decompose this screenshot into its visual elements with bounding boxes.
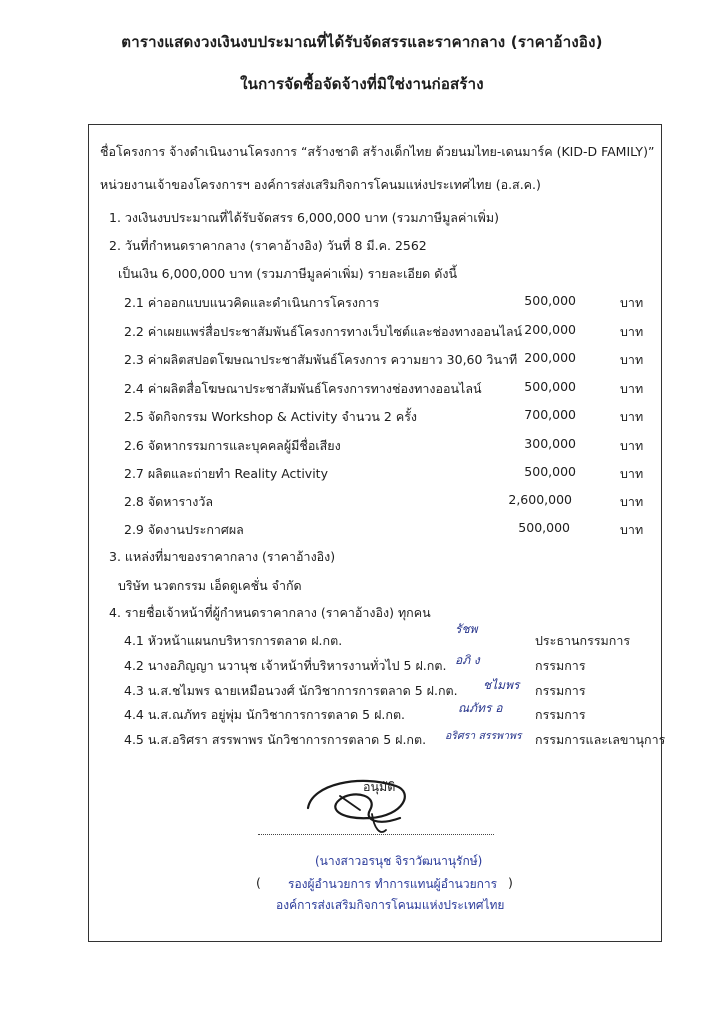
cost-row-amount: 500,000 xyxy=(524,293,576,308)
member-signature: ณภัทร อ xyxy=(458,701,503,715)
document-title: ตารางแสดงวงเงินงบประมาณที่ได้รับจัดสรรและราคากลาง (ราคาอ้างอิง) xyxy=(121,33,603,51)
committee-heading: 4. รายชื่อเจ้าหน้าที่ผู้กำหนดราคากลาง (ราคาอ้างอิง) ทุกคน xyxy=(109,605,431,620)
budget-item: 1. วงเงินงบประมาณที่ได้รับจัดสรร 6,000,000 บาท (รวมภาษีมูลค่าเพิ่ม) xyxy=(109,210,499,225)
member-name: 4.4 น.ส.ณภัทร อยู่พุ่ม นักวิชาการการตลาด 5 ฝ.กต. xyxy=(124,707,406,722)
member-name: 4.5 น.ส.อริศรา สรรพาพร นักวิชาการการตลาด 5 ฝ.กต. xyxy=(124,732,427,747)
price-source-company: บริษัท นวตกรรม เอ็ดดูเคชั่น จำกัด xyxy=(118,578,302,593)
member-name: 4.2 นางอภิญญา นวานุช เจ้าหน้าที่บริหารงานทั่วไป 5 ฝ.กต. xyxy=(124,658,447,673)
member-role: กรรมการ xyxy=(535,683,586,698)
cost-row-unit: บาท xyxy=(620,381,644,396)
price-source-heading: 3. แหล่งที่มาของราคากลาง (ราคาอ้างอิง) xyxy=(109,549,336,564)
cost-row-unit: บาท xyxy=(620,438,644,453)
approval-label: อนุมัติ xyxy=(363,779,396,794)
member-name: 4.3 น.ส.ชไมพร ฉายเหมือนวงศ์ นักวิชาการการตลาด 5 ฝ.กต. xyxy=(124,683,458,698)
member-role: ประธานกรรมการ xyxy=(535,633,631,648)
cost-row-amount: 500,000 xyxy=(518,520,570,535)
cost-row-amount: 2,600,000 xyxy=(508,492,572,507)
cost-row-unit: บาท xyxy=(620,466,644,481)
member-role: กรรมการและเลขานุการ xyxy=(535,732,666,747)
cost-row-label: 2.5 จัดกิจกรรม Workshop & Activity จำนวน 2 ครั้ง xyxy=(124,409,418,424)
member-signature: อริศรา สรรพาพร xyxy=(445,730,522,742)
approver-name: (นางสาวอรนุช จิราวัฒนานุรักษ์) xyxy=(315,854,483,868)
cost-row-label: 2.9 จัดงานประกาศผล xyxy=(124,522,244,537)
cost-row-label: 2.6 จัดหากรรมการและบุคคลผู้มีชื่อเสียง xyxy=(124,438,341,453)
cost-row-label: 2.7 ผลิตและถ่ายทำ Reality Activity xyxy=(124,466,328,481)
cost-row-amount: 200,000 xyxy=(524,322,576,337)
cost-row-unit: บาท xyxy=(620,522,644,537)
approver-signature-icon xyxy=(300,770,420,842)
cost-row-unit: บาท xyxy=(620,352,644,367)
member-signature: รัชพ xyxy=(455,622,478,636)
paren-open: ( xyxy=(256,875,261,890)
approver-position: รองผู้อำนวยการ ทำการแทนผู้อำนวยการ xyxy=(288,877,498,891)
cost-row-amount: 500,000 xyxy=(524,379,576,394)
approver-organization: องค์การส่งเสริมกิจการโคนมแห่งประเทศไทย xyxy=(276,898,505,912)
cost-row-amount: 700,000 xyxy=(524,407,576,422)
cost-row-label: 2.1 ค่าออกแบบแนวคิดและดำเนินการโครงการ xyxy=(124,295,380,310)
reference-date-heading: 2. วันที่กำหนดราคากลาง (ราคาอ้างอิง) วันที่ 8 มี.ค. 2562 xyxy=(109,238,427,253)
cost-row-unit: บาท xyxy=(620,409,644,424)
member-role: กรรมการ xyxy=(535,707,586,722)
member-signature: ชไมพร xyxy=(483,678,520,692)
document-subtitle: ในการจัดซื้อจัดจ้างที่มิใช่งานก่อสร้าง xyxy=(240,75,484,93)
cost-row-amount: 200,000 xyxy=(524,350,576,365)
project-name: ชื่อโครงการ จ้างดำเนินงานโครงการ “สร้างชาติ สร้างเด็กไทย ด้วยนมไทย-เดนมาร์ค (KID-D FAMILY)” xyxy=(100,144,655,159)
cost-row-unit: บาท xyxy=(620,494,644,509)
signature-line xyxy=(258,834,494,835)
member-role: กรรมการ xyxy=(535,658,586,673)
cost-row-label: 2.4 ค่าผลิตสื่อโฆษณาประชาสัมพันธ์โครงการทางช่องทางออนไลน์ xyxy=(124,381,482,396)
cost-row-amount: 500,000 xyxy=(524,464,576,479)
cost-row-unit: บาท xyxy=(620,295,644,310)
project-owner: หน่วยงานเจ้าของโครงการฯ องค์การส่งเสริมกิจการโคนมแห่งประเทศไทย (อ.ส.ค.) xyxy=(100,177,541,192)
reference-total: เป็นเงิน 6,000,000 บาท (รวมภาษีมูลค่าเพิ่ม) รายละเอียด ดังนี้ xyxy=(118,266,458,281)
cost-row-unit: บาท xyxy=(620,324,644,339)
paren-close: ) xyxy=(508,875,513,890)
member-signature: อภิ ง xyxy=(455,653,480,667)
member-name: 4.1 หัวหน้าแผนกบริหารการตลาด ฝ.กต. xyxy=(124,633,343,648)
cost-row-label: 2.3 ค่าผลิตสปอตโฆษณาประชาสัมพันธ์โครงการ ความยาว 30,60 วินาที xyxy=(124,352,518,367)
cost-row-amount: 300,000 xyxy=(524,436,576,451)
cost-row-label: 2.2 ค่าเผยแพร่สื่อประชาสัมพันธ์โครงการทางเว็บไซต์และช่องทางออนไลน์ xyxy=(124,324,523,339)
cost-row-label: 2.8 จัดหารางวัล xyxy=(124,494,214,509)
